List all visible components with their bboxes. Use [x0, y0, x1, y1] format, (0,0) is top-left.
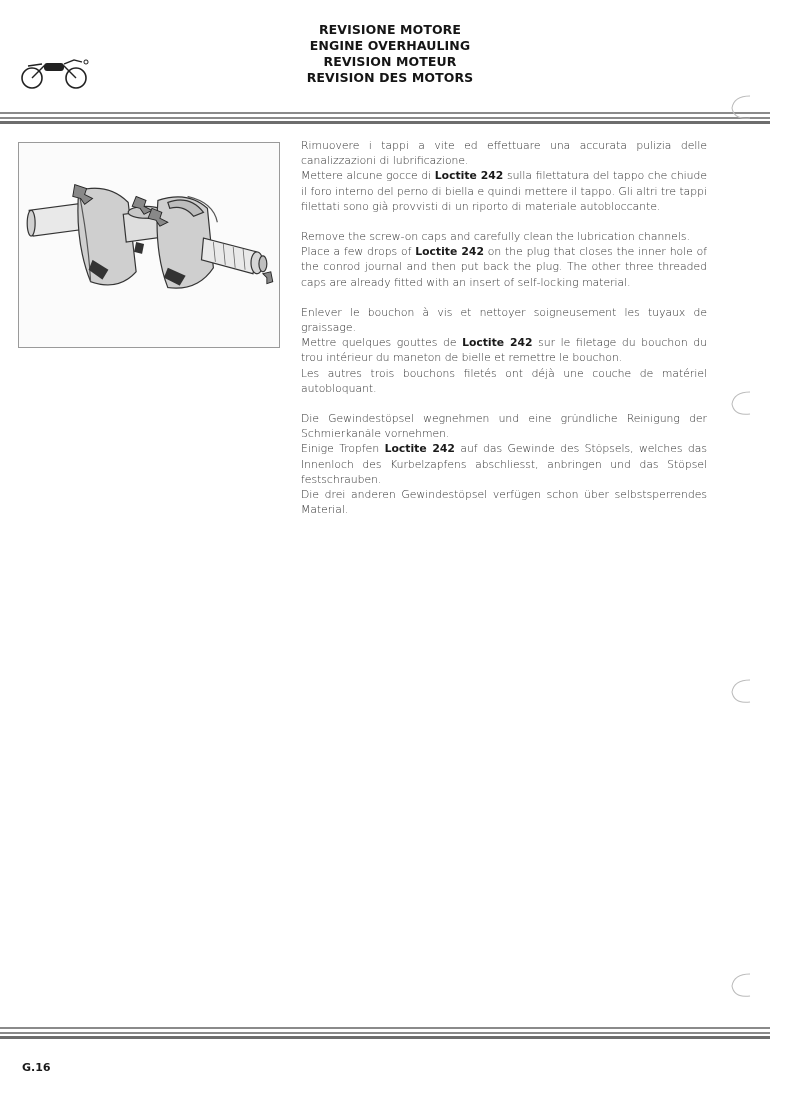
page-number: G.16: [22, 1061, 51, 1074]
paragraph-it: [301, 138, 707, 214]
text-line: [301, 335, 707, 365]
header-rule: [0, 112, 770, 114]
text-span: Mettere alcune gocce di: [301, 169, 435, 183]
text-span: Mettre quelques gouttes de: [301, 336, 463, 350]
text-line: [301, 441, 707, 487]
header-rule: [0, 121, 770, 124]
text-line: Die Gewindestöpsel wegnehmen und eine gründliche Reinigung der Schmierkanäle vornehmen.: [301, 412, 707, 441]
text-span: on the plug that closes the inner hole of the conrod journal and then put back the plug. The other three threaded caps are already fitted with an insert of self-locking material.: [301, 245, 708, 289]
punch-hole-icon: [728, 970, 754, 1000]
text-line: Enlever le bouchon à vis et nettoyer soigneusement les tuyaux de graissage.: [301, 305, 707, 335]
product-name: Loctite 242: [434, 169, 504, 183]
product-name: Loctite 242: [462, 336, 533, 350]
punch-hole-icon: [728, 388, 754, 418]
paragraph-de: [301, 411, 707, 517]
product-name: Loctite 242: [415, 245, 484, 259]
text-line: [301, 168, 707, 214]
text-span: auf das Gewinde des Stöpsels, welches das Innenloch des Kurbelzapfens abschliesst, anbringen und das Stöpsel festschrauben.: [301, 442, 707, 486]
text-line: Die drei anderen Gewindestöpsel verfügen schon über selbstsperrendes Material.: [301, 488, 707, 517]
motorcycle-logo-icon: [20, 48, 94, 92]
text-line: Remove the screw-on caps and carefully clean the lubrication channels.: [301, 230, 690, 244]
paragraph-fr: [301, 305, 707, 396]
text-span: Place a few drops of: [301, 245, 416, 259]
text-span: Einige Tropfen: [301, 442, 385, 456]
footer-rule: [0, 1036, 770, 1039]
text-line: Les autres trois bouchons filetés ont déjà une couche de matériel autobloquant.: [301, 366, 707, 395]
text-span: sulla filettatura del tappo che chiude il foro interno del perno di biella e quindi mettere il tappo. Gli altri tre tappi filettati sono già provvisti di un riporto di materiale autobloccante.: [301, 169, 708, 213]
header-rule: [0, 117, 770, 119]
text-line: Rimuovere i tappi a vite ed effettuare una accurata pulizia delle canalizzazioni di lubrificazione.: [301, 139, 707, 168]
title-de: REVISION DES MOTORS: [306, 70, 474, 85]
paragraph-en: [301, 229, 707, 290]
crankshaft-illustration-icon: [19, 143, 279, 347]
title-fr: REVISION MOTEUR: [323, 54, 457, 69]
footer-rule: [0, 1027, 770, 1029]
text-span: sur le filetage du bouchon du trou intérieur du maneton de bielle et remettre le bouchon.: [301, 336, 707, 365]
product-name: Loctite 242: [384, 442, 455, 456]
punch-hole-icon: [728, 92, 754, 122]
crankshaft-figure: [18, 142, 280, 348]
title-it: REVISIONE MOTORE: [318, 22, 462, 37]
instruction-text: [301, 138, 707, 532]
footer-rule: [0, 1032, 770, 1034]
punch-hole-icon: [728, 676, 754, 706]
title-en: ENGINE OVERHAULING: [309, 38, 471, 53]
text-line: [301, 244, 707, 290]
section-title-block: [240, 22, 540, 86]
